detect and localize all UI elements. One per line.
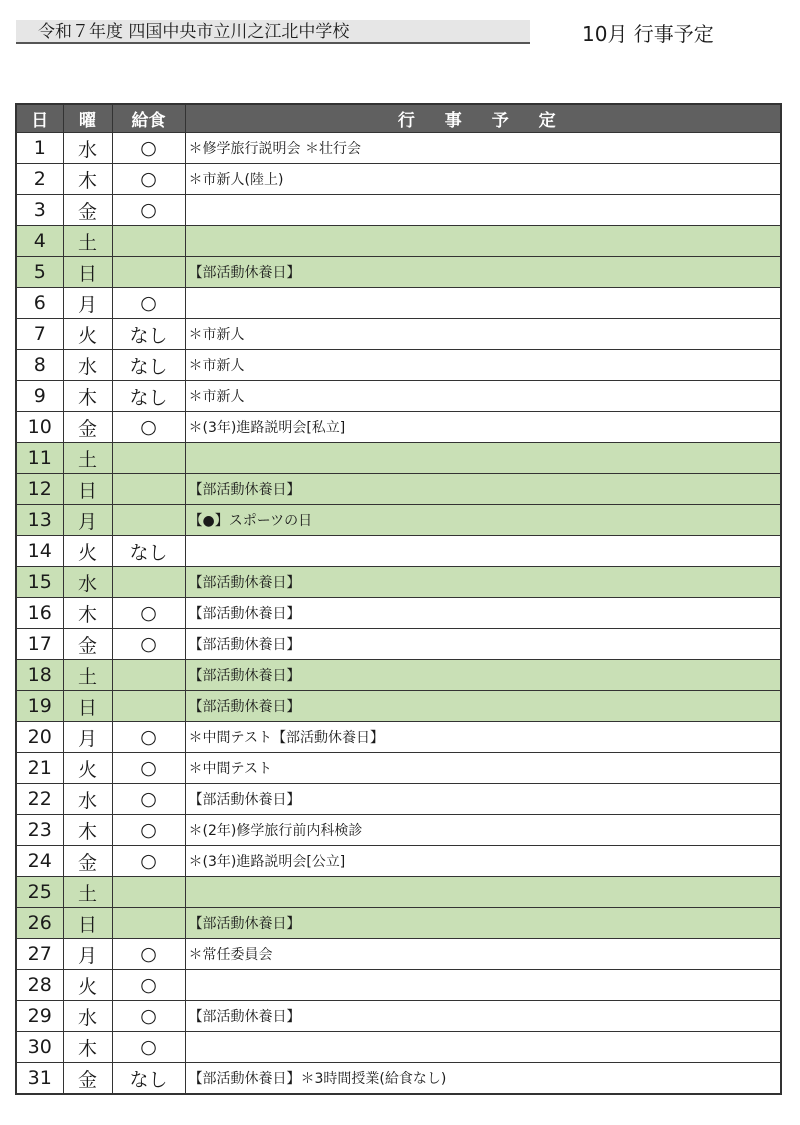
cell-lunch: ○ — [112, 815, 185, 846]
cell-lunch: ○ — [112, 1001, 185, 1032]
schedule-table — [15, 103, 782, 1095]
cell-lunch: なし — [112, 1063, 185, 1095]
table-row — [16, 877, 781, 908]
cell-events — [185, 877, 781, 908]
cell-events — [185, 970, 781, 1001]
cell-lunch: なし — [112, 319, 185, 350]
table-row — [16, 691, 781, 722]
cell-weekday: 金 — [63, 846, 112, 877]
cell-lunch — [112, 660, 185, 691]
cell-lunch: ○ — [112, 412, 185, 443]
cell-events: 【部活動休養日】 — [185, 908, 781, 939]
cell-lunch: ○ — [112, 1032, 185, 1063]
cell-lunch: なし — [112, 381, 185, 412]
cell-day: 14 — [16, 536, 63, 567]
cell-weekday: 水 — [63, 1001, 112, 1032]
cell-weekday: 土 — [63, 877, 112, 908]
cell-weekday: 水 — [63, 567, 112, 598]
cell-lunch — [112, 691, 185, 722]
table-row — [16, 257, 781, 288]
table-row — [16, 784, 781, 815]
cell-events — [185, 443, 781, 474]
cell-weekday: 木 — [63, 815, 112, 846]
cell-day: 31 — [16, 1063, 63, 1095]
table-row — [16, 195, 781, 226]
cell-weekday: 火 — [63, 753, 112, 784]
cell-events: ＊市新人 — [185, 381, 781, 412]
table-row — [16, 567, 781, 598]
cell-weekday: 木 — [63, 381, 112, 412]
cell-lunch: ○ — [112, 288, 185, 319]
cell-weekday: 日 — [63, 257, 112, 288]
cell-lunch: ○ — [112, 753, 185, 784]
cell-weekday: 日 — [63, 474, 112, 505]
cell-weekday: 金 — [63, 412, 112, 443]
cell-events: 【部活動休養日】 — [185, 598, 781, 629]
cell-weekday: 日 — [63, 691, 112, 722]
cell-day: 17 — [16, 629, 63, 660]
cell-events: 【部活動休養日】 — [185, 660, 781, 691]
cell-lunch — [112, 908, 185, 939]
cell-events: ＊市新人 — [185, 319, 781, 350]
cell-day: 18 — [16, 660, 63, 691]
cell-lunch: ○ — [112, 629, 185, 660]
column-header-events: 行 事 予 定 — [185, 104, 781, 133]
cell-weekday: 月 — [63, 939, 112, 970]
table-row — [16, 1032, 781, 1063]
cell-events: ＊常任委員会 — [185, 939, 781, 970]
cell-day: 3 — [16, 195, 63, 226]
cell-lunch — [112, 474, 185, 505]
schedule-body — [16, 133, 781, 1095]
cell-day: 28 — [16, 970, 63, 1001]
table-row — [16, 660, 781, 691]
table-header-row — [16, 104, 781, 133]
cell-day: 12 — [16, 474, 63, 505]
cell-events: 【部活動休養日】 — [185, 257, 781, 288]
table-row — [16, 133, 781, 164]
cell-day: 20 — [16, 722, 63, 753]
cell-events: 【部活動休養日】 — [185, 1001, 781, 1032]
cell-weekday: 日 — [63, 908, 112, 939]
cell-day: 23 — [16, 815, 63, 846]
cell-events: 【部活動休養日】 — [185, 629, 781, 660]
table-row — [16, 288, 781, 319]
cell-weekday: 火 — [63, 970, 112, 1001]
cell-events — [185, 226, 781, 257]
cell-events: 【部活動休養日】 — [185, 567, 781, 598]
cell-day: 7 — [16, 319, 63, 350]
cell-events: ＊(3年)進路説明会[公立] — [185, 846, 781, 877]
table-row — [16, 629, 781, 660]
cell-day: 19 — [16, 691, 63, 722]
cell-lunch: ○ — [112, 784, 185, 815]
cell-weekday: 木 — [63, 1032, 112, 1063]
cell-weekday: 月 — [63, 288, 112, 319]
cell-lunch — [112, 226, 185, 257]
cell-events: 【部活動休養日】＊3時間授業(給食なし) — [185, 1063, 781, 1095]
table-row — [16, 970, 781, 1001]
cell-events: ＊市新人(陸上) — [185, 164, 781, 195]
cell-day: 5 — [16, 257, 63, 288]
cell-day: 16 — [16, 598, 63, 629]
table-row — [16, 319, 781, 350]
table-row — [16, 443, 781, 474]
cell-events: 【部活動休養日】 — [185, 784, 781, 815]
cell-day: 27 — [16, 939, 63, 970]
cell-events: ＊市新人 — [185, 350, 781, 381]
column-header-weekday: 曜 — [63, 104, 112, 133]
cell-day: 13 — [16, 505, 63, 536]
cell-weekday: 金 — [63, 1063, 112, 1095]
table-row — [16, 908, 781, 939]
cell-day: 2 — [16, 164, 63, 195]
cell-events: ＊中間テスト【部活動休養日】 — [185, 722, 781, 753]
cell-weekday: 水 — [63, 784, 112, 815]
cell-events — [185, 536, 781, 567]
cell-events — [185, 195, 781, 226]
table-row — [16, 846, 781, 877]
cell-lunch: なし — [112, 536, 185, 567]
table-row — [16, 412, 781, 443]
cell-weekday: 火 — [63, 536, 112, 567]
table-row — [16, 1001, 781, 1032]
cell-day: 6 — [16, 288, 63, 319]
cell-lunch: ○ — [112, 598, 185, 629]
cell-lunch: ○ — [112, 939, 185, 970]
cell-weekday: 水 — [63, 350, 112, 381]
cell-weekday: 水 — [63, 133, 112, 164]
cell-day: 30 — [16, 1032, 63, 1063]
table-row — [16, 815, 781, 846]
cell-day: 10 — [16, 412, 63, 443]
cell-day: 24 — [16, 846, 63, 877]
cell-lunch: ○ — [112, 846, 185, 877]
table-row — [16, 226, 781, 257]
table-row — [16, 939, 781, 970]
cell-day: 4 — [16, 226, 63, 257]
cell-weekday: 木 — [63, 164, 112, 195]
cell-lunch — [112, 443, 185, 474]
cell-day: 1 — [16, 133, 63, 164]
table-row — [16, 505, 781, 536]
cell-day: 8 — [16, 350, 63, 381]
cell-lunch: ○ — [112, 195, 185, 226]
column-header-day: 日 — [16, 104, 63, 133]
cell-events: 【部活動休養日】 — [185, 474, 781, 505]
cell-lunch — [112, 257, 185, 288]
cell-day: 26 — [16, 908, 63, 939]
cell-events: 【●】スポーツの日 — [185, 505, 781, 536]
cell-weekday: 金 — [63, 195, 112, 226]
table-row — [16, 164, 781, 195]
cell-day: 22 — [16, 784, 63, 815]
cell-day: 11 — [16, 443, 63, 474]
cell-events: ＊(2年)修学旅行前内科検診 — [185, 815, 781, 846]
table-row — [16, 536, 781, 567]
cell-lunch — [112, 567, 185, 598]
cell-day: 25 — [16, 877, 63, 908]
cell-events: ＊(3年)進路説明会[私立] — [185, 412, 781, 443]
cell-events — [185, 288, 781, 319]
table-row — [16, 598, 781, 629]
school-name: 令和７年度 四国中央市立川之江北中学校 — [38, 22, 350, 42]
cell-day: 15 — [16, 567, 63, 598]
table-row — [16, 381, 781, 412]
cell-lunch: ○ — [112, 164, 185, 195]
school-name-bar — [16, 20, 530, 44]
cell-events: 【部活動休養日】 — [185, 691, 781, 722]
cell-events: ＊中間テスト — [185, 753, 781, 784]
cell-day: 9 — [16, 381, 63, 412]
cell-lunch: ○ — [112, 133, 185, 164]
cell-events — [185, 1032, 781, 1063]
cell-weekday: 土 — [63, 443, 112, 474]
table-row — [16, 1063, 781, 1095]
cell-weekday: 土 — [63, 660, 112, 691]
cell-lunch: ○ — [112, 722, 185, 753]
column-header-lunch: 給食 — [112, 104, 185, 133]
cell-lunch — [112, 877, 185, 908]
cell-weekday: 土 — [63, 226, 112, 257]
cell-weekday: 木 — [63, 598, 112, 629]
cell-weekday: 月 — [63, 505, 112, 536]
cell-weekday: 月 — [63, 722, 112, 753]
cell-weekday: 金 — [63, 629, 112, 660]
cell-lunch: ○ — [112, 970, 185, 1001]
cell-weekday: 火 — [63, 319, 112, 350]
table-row — [16, 474, 781, 505]
cell-day: 21 — [16, 753, 63, 784]
cell-events: ＊修学旅行説明会 ＊壮行会 — [185, 133, 781, 164]
cell-day: 29 — [16, 1001, 63, 1032]
table-row — [16, 753, 781, 784]
cell-lunch: なし — [112, 350, 185, 381]
cell-lunch — [112, 505, 185, 536]
month-title: 10月 行事予定 — [582, 22, 714, 46]
table-row — [16, 722, 781, 753]
table-row — [16, 350, 781, 381]
